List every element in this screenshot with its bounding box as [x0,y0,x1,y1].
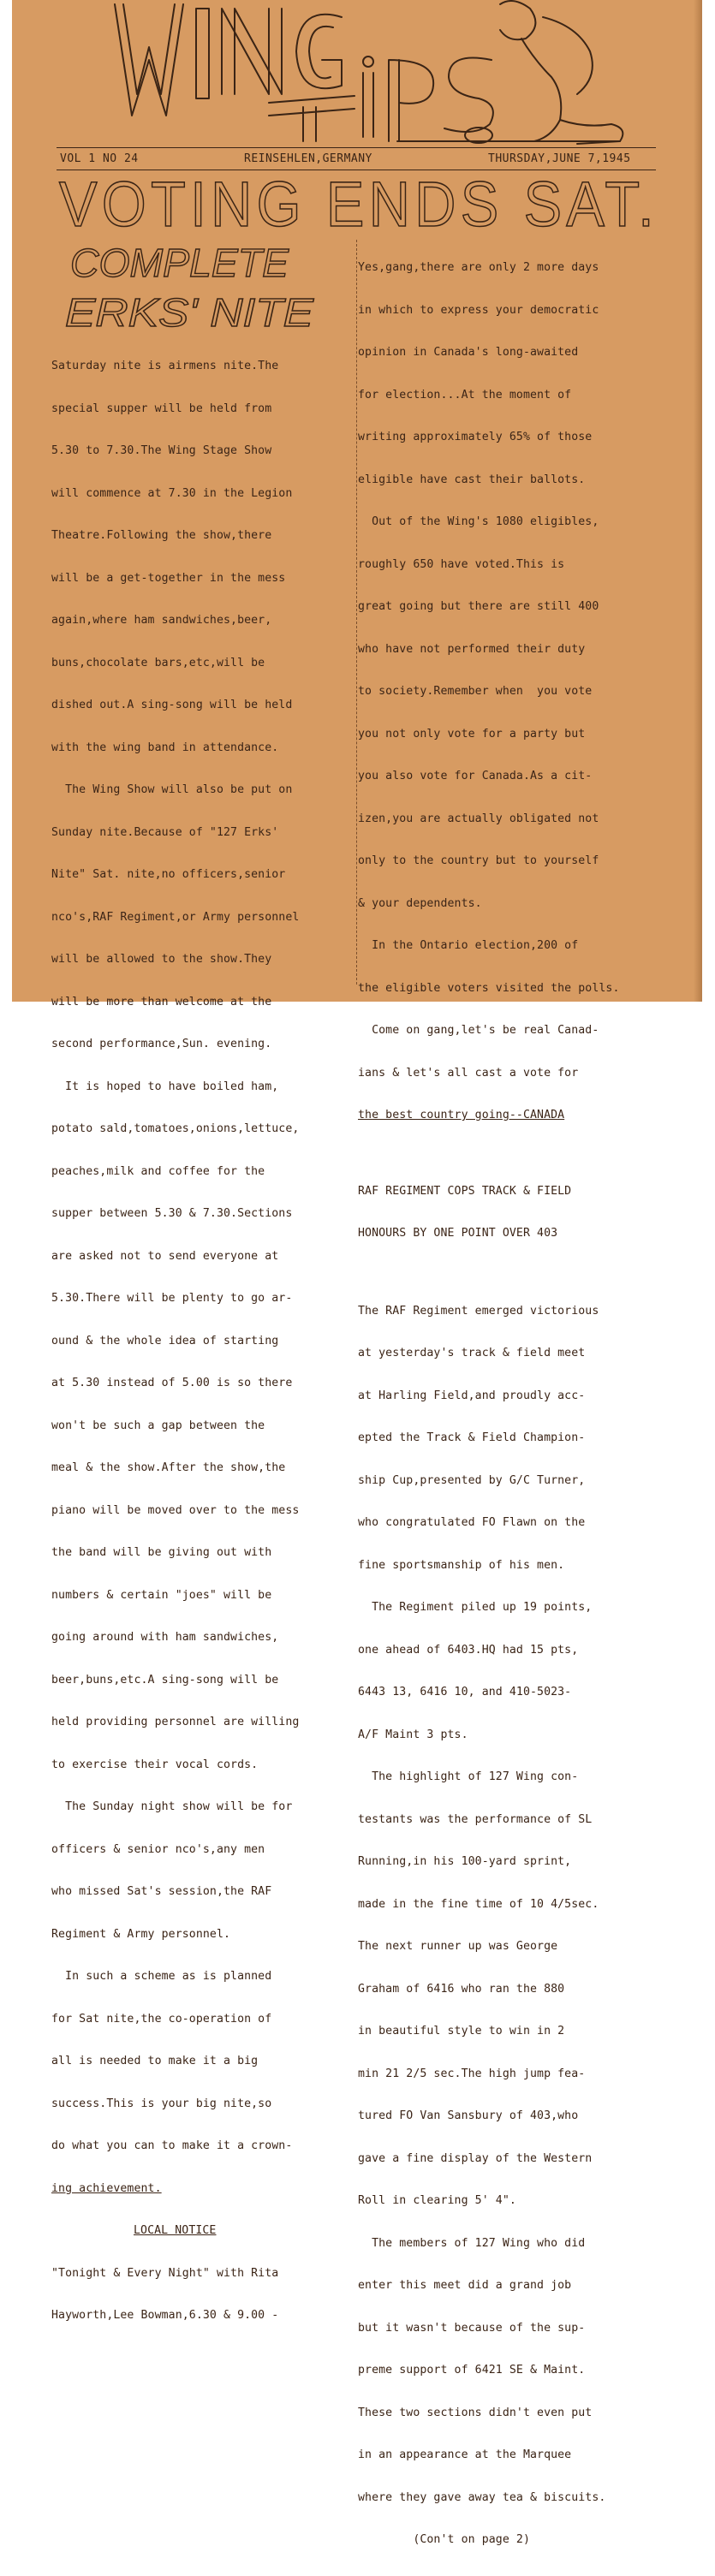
article-line: at Harling Field,and proudly acc- [358,1389,586,1402]
article-line: who missed Sat's session,the RAF [51,1885,272,1898]
article-line: Nite" Sat. nite,no officers,senior [51,868,286,881]
article-line: officers & senior nco's,any men [51,1842,265,1856]
article-line: you also vote for Canada.As a cit- [358,770,593,782]
article-line: will be a get-together in the mess [51,571,286,585]
local-notice-line: "Tonight & Every Night" with Rita [51,2266,279,2280]
article-line: success.This is your big nite,so [51,2097,272,2110]
article-line: epted the Track & Field Champion- [358,1431,586,1444]
article-line: in an appearance at the Marquee [358,2448,572,2461]
article-line: The next runner up was George [358,1940,558,1953]
article-line: second performance,Sun. evening. [51,1038,272,1050]
article-line: you not only vote for a party but [358,727,586,741]
article-line: supper between 5.30 & 7.30.Sections [51,1207,293,1220]
article-line: special supper will be held from [51,402,272,415]
article-line: will be allowed to the show.They [51,953,272,966]
article-line: potato sald,tomatoes,onions,lettuce, [51,1122,300,1135]
article-line: roughly 650 have voted.This is [358,557,565,571]
article-line: made in the fine time of 10 4/5sec. [358,1897,599,1911]
article-line: ians & let's all cast a vote for [358,1066,579,1080]
article-line: preme support of 6421 SE & Maint. [358,2364,586,2377]
article-line: do what you can to make it a crown- [51,2139,293,2152]
continued-note: (Con't on page 2) [358,2533,530,2546]
article-line: ound & the whole idea of starting [51,1334,279,1347]
article-line: to society.Remember when you vote [358,685,593,698]
article-line: one ahead of 6403.HQ had 15 pts, [358,1643,579,1657]
article-line: Graham of 6416 who ran the 880 [358,1982,565,1996]
article-line: It is hoped to have boiled ham, [51,1080,279,1093]
article-line: In such a scheme as is planned [51,1970,272,1983]
article-line: 5.30 to 7.30.The Wing Stage Show [51,444,272,457]
article-line: fine sportsmanship of his men. [358,1558,565,1572]
subhead-line-2: ERKS' NITE [65,290,315,335]
section-heading: HONOURS BY ONE POINT OVER 403 [358,1227,558,1240]
article-line: meal & the show.After the show,the [51,1461,286,1474]
article-line: These two sections didn't even put [358,2406,593,2419]
article-line: Come on gang,let's be real Canad- [358,1024,599,1037]
article-line: opinion in Canada's long-awaited [358,346,579,359]
article-line: The Regiment piled up 19 points, [358,1601,593,1614]
article-line: izen,you are actually obligated not [358,812,599,825]
article-line: won't be such a gap between the [51,1419,265,1432]
article-line: will be more than welcome at the [51,995,272,1008]
article-erks-nite [51,331,360,2352]
masthead [98,0,646,150]
newsletter-page [12,0,702,2546]
article-line: numbers & certain "joes" will be [51,1588,272,1602]
article-line: only to the country but to yourself [358,854,599,867]
article-line: nco's,RAF Regiment,or Army personnel [51,910,300,924]
article-line: beer,buns,etc.A sing-song will be [51,1673,279,1687]
article-line: & your dependents. [358,896,482,910]
article-line: min 21 2/5 sec.The high jump fea- [358,2067,586,2080]
masthead-rule [57,147,656,148]
article-line: with the wing band in attendance. [51,741,279,754]
article-line: The Wing Show will also be put on [51,783,293,796]
article-line: writing approximately 65% of those [358,431,593,443]
article-line: at yesterday's track & field meet [358,1347,586,1359]
article-line: eligible have cast their ballots. [358,473,586,486]
article-line: 6443 13, 6416 10, and 410-5023- [358,1686,572,1698]
article-line: Saturday nite is airmens nite.The [51,360,279,372]
article-line: again,where ham sandwiches,beer, [51,614,272,627]
article-line: but it wasn't because of the sup- [358,2321,586,2335]
dateline-date: THURSDAY,JUNE 7,1945 [488,152,631,165]
article-voting [358,233,683,2576]
article-line: in beautiful style to win in 2 [358,2025,565,2038]
article-line: The RAF Regiment emerged victorious [358,1304,599,1318]
article-line: enter this meet did a grand job [358,2279,572,2292]
dateline-place: REINSEHLEN,GERMANY [244,152,372,165]
section-heading: RAF REGIMENT COPS TRACK & FIELD [358,1184,572,1198]
article-line: ship Cup,presented by G/C Turner, [358,1473,586,1487]
article-line: The Sunday night show will be for [51,1800,293,1813]
article-line: going around with ham sandwiches, [51,1631,279,1644]
article-line: A/F Maint 3 pts. [358,1728,468,1741]
article-line: tured FO Van Sansbury of 403,who [358,2109,579,2122]
article-line: Sunday nite.Because of "127 Erks' [51,825,279,839]
article-line: Roll in clearing 5' 4". [358,2194,516,2207]
article-line: who have not performed their duty [358,642,586,656]
masthead-lettering-illustration [98,0,646,150]
article-line: piano will be moved over to the mess [51,1503,300,1517]
subhead [63,235,320,334]
article-line: great going but there are still 400 [358,600,599,613]
article-line: are asked not to send everyone at [51,1249,279,1263]
article-line: Regiment & Army personnel. [51,1927,231,1941]
article-line: at 5.30 instead of 5.00 is so there [51,1377,293,1389]
article-line: The highlight of 127 Wing con- [358,1770,579,1783]
local-notice-heading: LOCAL NOTICE [134,2224,217,2237]
article-line: ing achievement. [51,2181,162,2195]
article-line: held providing personnel are willing [51,1716,300,1728]
article-line: the eligible voters visited the polls. [358,981,620,995]
article-line: the best country going--CANADA [358,1109,565,1121]
article-line: all is needed to make it a big [51,2055,259,2067]
headline-text: VOTING ENDS SAT. [59,169,658,240]
article-line: Running,in his 100-yard sprint, [358,1855,572,1868]
article-line: Out of the Wing's 1080 eligibles, [358,515,599,528]
article-line: 5.30.There will be plenty to go ar- [51,1292,293,1305]
volume-number: VOL 1 NO 24 [60,152,139,165]
article-line: for Sat nite,the co-operation of [51,2012,272,2026]
article-line: to exercise their vocal cords. [51,1758,259,1771]
local-notice-line: Hayworth,Lee Bowman,6.30 & 9.00 - [51,2309,279,2322]
subhead-line-1: COMPLETE [70,241,290,285]
article-line: will commence at 7.30 in the Legion [51,486,293,500]
article-line: testants was the performance of SL [358,1812,593,1826]
headline [55,170,671,238]
article-line: peaches,milk and coffee for the [51,1164,265,1178]
article-line: the band will be giving out with [51,1546,272,1559]
article-line: in which to express your democratic [358,303,599,317]
article-line: Theatre.Following the show,there [51,529,272,542]
article-line: dished out.A sing-song will be held [51,699,293,711]
article-line: Yes,gang,there are only 2 more days [358,261,599,274]
article-line: In the Ontario election,200 of [358,939,579,952]
article-line: for election...At the moment of [358,388,572,402]
article-line: who congratulated FO Flawn on the [358,1516,586,1529]
article-line: gave a fine display of the Western [358,2151,593,2165]
article-line: where they gave away tea & biscuits. [358,2490,606,2504]
article-line: buns,chocolate bars,etc,will be [51,656,265,669]
article-line: The members of 127 Wing who did [358,2236,586,2250]
